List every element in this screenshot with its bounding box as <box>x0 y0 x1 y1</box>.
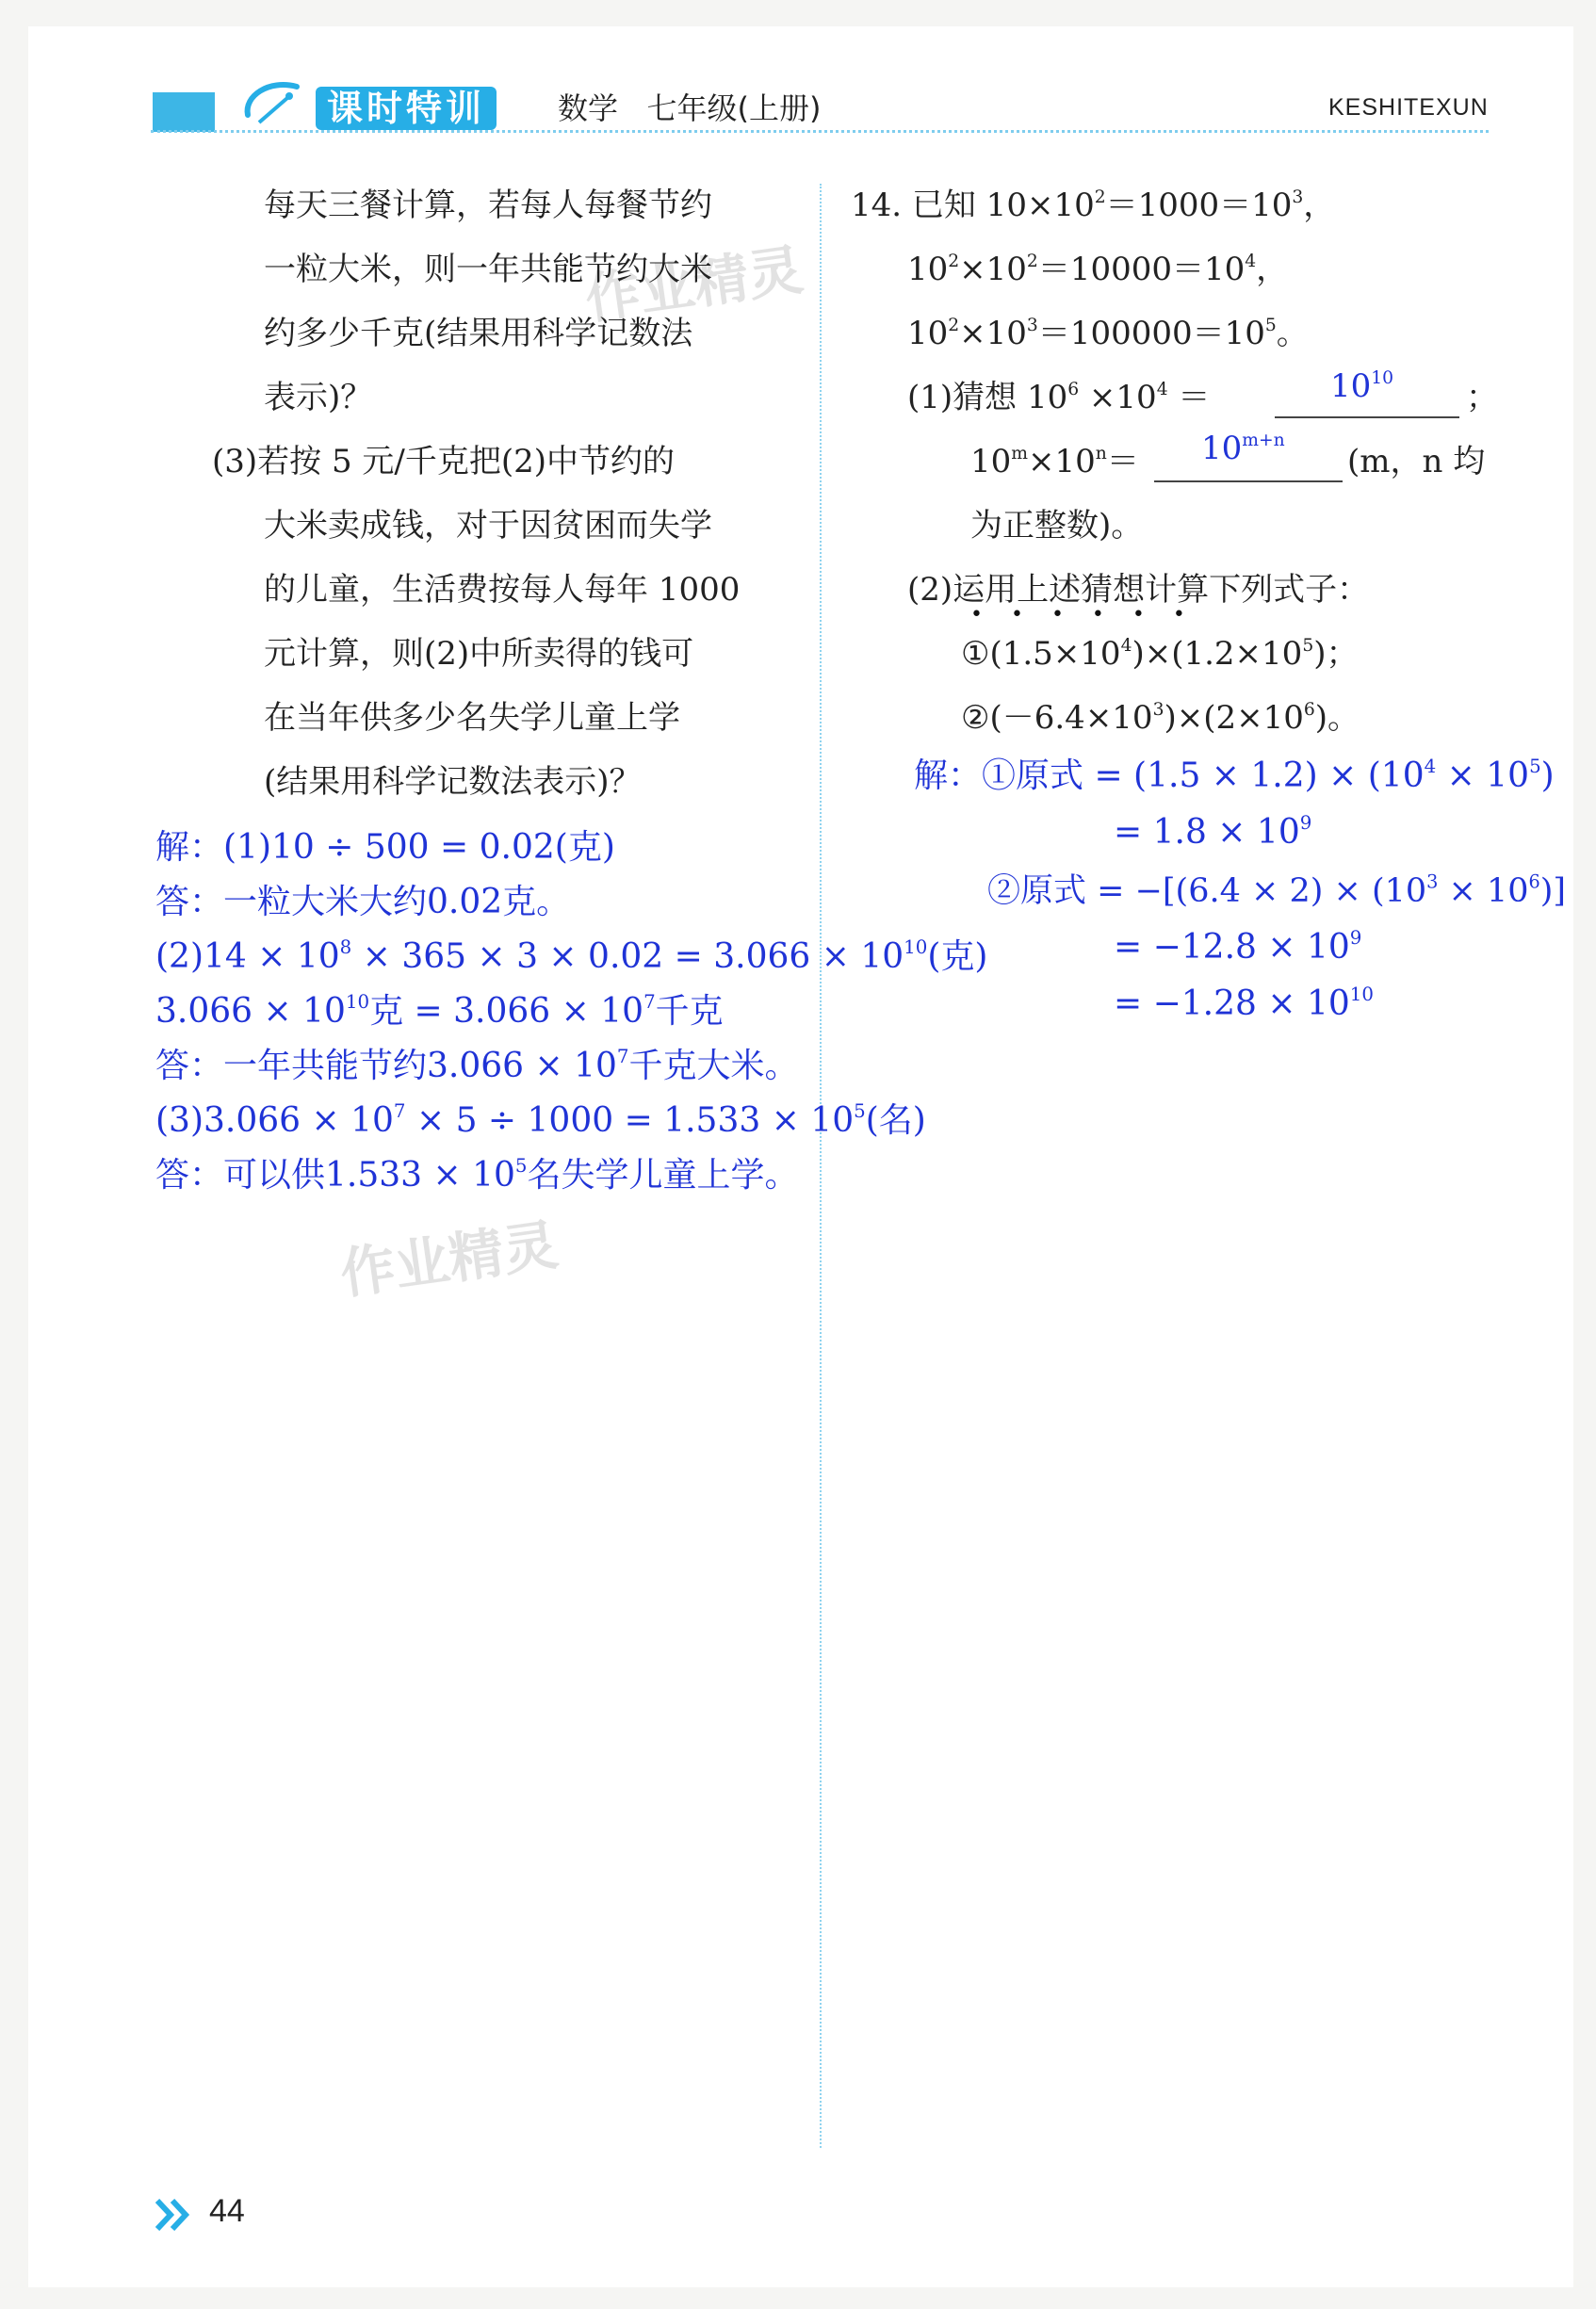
expression-2: $②(-6.4\times 10^3)\times(2\times 10^6)$。 <box>961 699 1360 737</box>
answer-line: 答：一粒大米大约0.02克。 <box>155 883 571 921</box>
page-number: 44 <box>209 2193 245 2229</box>
question-text-line: 大米卖成钱，对于因贫困而失学 <box>264 507 712 545</box>
book-subtitle: 数学 七年级(上册) <box>558 90 822 126</box>
answer-line: 解：(1)10 ÷ 500 = 0.02(克) <box>155 828 615 867</box>
watermark: 作业精灵 <box>581 237 807 332</box>
column-divider <box>820 184 822 2148</box>
question-text-line: 每天三餐计算，若每人每餐节约 <box>264 187 712 224</box>
question-text-line: 的儿童，生活费按每人每年 1000 <box>264 571 741 609</box>
header-color-block <box>153 92 215 132</box>
question-text-line: 为正整数)。 <box>970 507 1144 545</box>
series-code: KESHITEXUN <box>1328 94 1489 121</box>
question-part-2: (2)运用上述猜想计算下列式子： <box>907 571 1370 609</box>
question-text-line: 元计算，则(2)中所卖得的钱可 <box>264 635 694 673</box>
fill-blank-1 <box>1275 416 1459 418</box>
answer-line: 答：一年共能节约$3.066 \times 10^7$千克大米。 <box>155 1046 799 1085</box>
solution-line: 解：①原式 = $(1.5 \times 1.2) \times (10^4 \times 10^5)$ <box>914 756 1555 795</box>
solution-line: = $1.8 \times 10^9$ <box>1114 812 1312 852</box>
expression-1: $①(1.5\times 10^4)\times(1.2\times 10^5)$； <box>961 635 1359 673</box>
answer-line: $3.066 \times 10^{10}$克 = $3.066 \times 10^7$千克 <box>155 991 724 1031</box>
answer-line: $(2)14 \times 10^8 \times 365 \times 3 \times 0.02 = 3.066 \times 10^{10}$(克) <box>155 936 988 976</box>
question-14-title: 14. 已知 $10\times 10^2=1000=10^3$， <box>851 187 1336 224</box>
question-text-line: $10^m\times 10^n=$ <box>970 443 1139 480</box>
question-text-line: 在当年供多少名失学儿童上学 <box>264 699 680 737</box>
question-text-line: $10^2\times 10^2=10000=10^4$， <box>907 251 1289 288</box>
solution-line: = $-12.8 \times 10^9$ <box>1114 927 1362 967</box>
question-text-line: (m，n 均 <box>1347 443 1486 480</box>
question-part-3: (3)若按 5 元/千克把(2)中节约的 <box>212 443 676 480</box>
question-text-line: 表示)？ <box>264 379 373 416</box>
header-divider <box>151 130 1489 133</box>
question-part-1: (1)猜想 $10^6 \times 10^4$ ＝ <box>907 379 1211 416</box>
question-text-line: $10^2\times 10^3=100000=10^5$。 <box>907 315 1309 352</box>
solution-line: = $-1.28 \times 10^{10}$ <box>1114 984 1374 1023</box>
question-text-line: 一粒大米，则一年共能节约大米 <box>264 251 712 288</box>
series-badge: 课时特训 <box>316 87 497 130</box>
question-text-line: (结果用科学记数法表示)？ <box>264 763 642 801</box>
answer-line: 答：可以供$1.533 \times 10^5$名失学儿童上学。 <box>155 1155 799 1195</box>
double-chevron-icon <box>155 2199 193 2231</box>
watermark: 作业精灵 <box>336 1212 562 1307</box>
punctuation: ； <box>1466 379 1498 416</box>
answer-line: $(3)3.066 \times 10^7 \times 5 \div 1000 = 1.533 \times 10^5$(名) <box>155 1100 926 1140</box>
emphasis-dots: •••••• <box>970 603 1213 626</box>
solution-line: ②原式 = $-[(6.4 \times 2) \times (10^3 \times 10^6)]$ <box>987 870 1567 910</box>
fill-answer-1: $10^{10}$ <box>1330 367 1394 405</box>
question-text-line: 约多少千克(结果用科学记数法 <box>264 315 693 352</box>
pen-logo-icon <box>240 77 306 132</box>
fill-blank-2 <box>1154 480 1343 482</box>
fill-answer-2: $10^{m+n}$ <box>1201 430 1285 467</box>
